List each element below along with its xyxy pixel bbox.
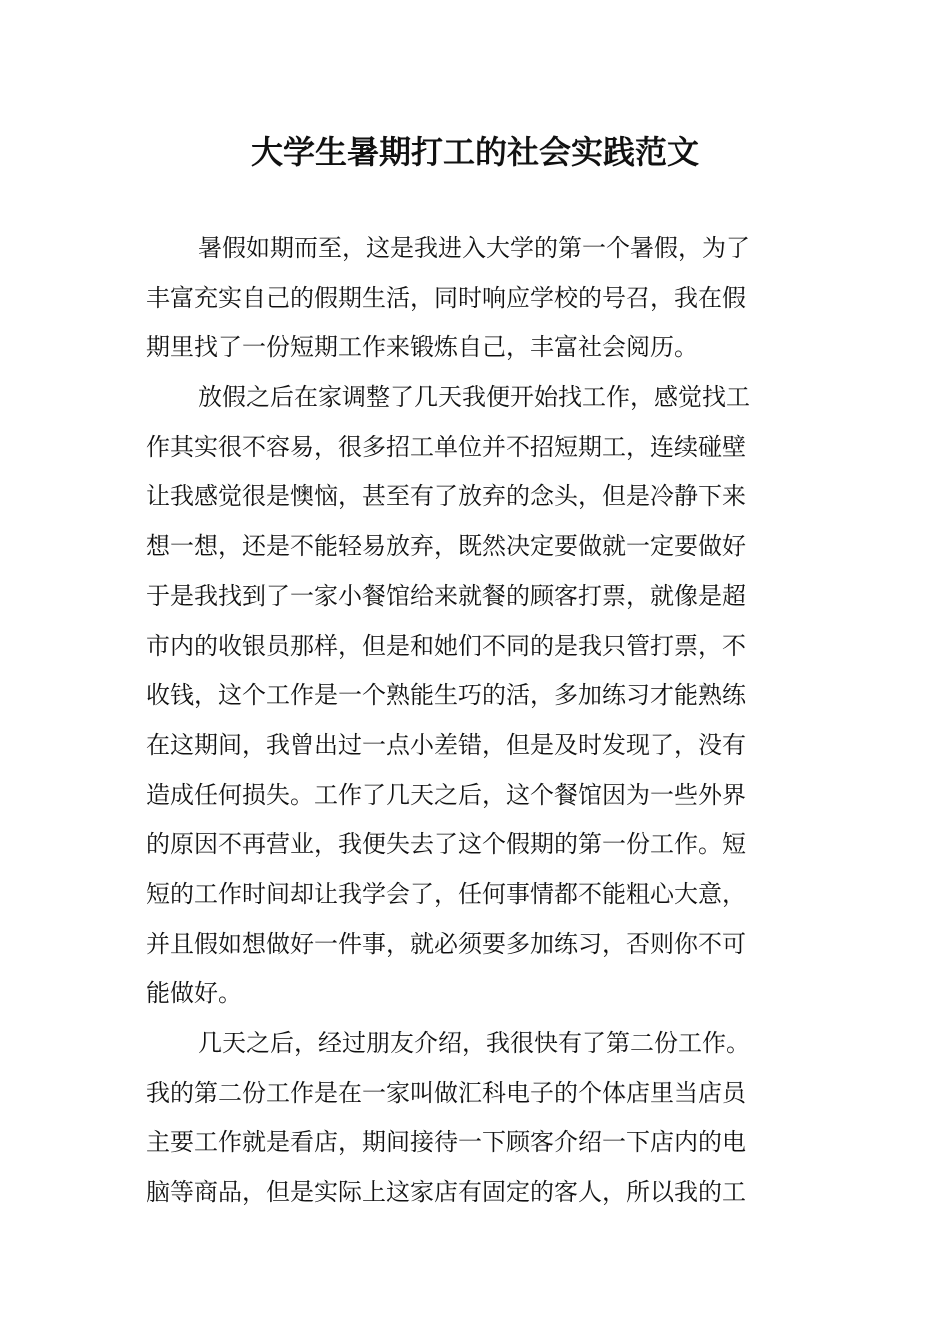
document-title: 大学生暑期打工的社会实践范文 xyxy=(250,133,699,171)
document-body xyxy=(146,224,806,1218)
body-line: 让我感觉很是懊恼，甚至有了放弃的念头，但是冷静下来 xyxy=(146,482,746,511)
body-line: 主要工作就是看店，期间接待一下顾客介绍一下店内的电 xyxy=(146,1128,746,1157)
body-line: 几天之后，经过朋友介绍，我很快有了第二份工作。 xyxy=(198,1029,750,1057)
body-line: 的原因不再营业，我便失去了这个假期的第一份工作。短 xyxy=(146,830,746,859)
body-line: 想一想，还是不能轻易放弃，既然决定要做就一定要做好 xyxy=(146,532,746,561)
body-line: 造成任何损失。工作了几天之后，这个餐馆因为一些外界 xyxy=(146,780,746,809)
body-line: 收钱，这个工作是一个熟能生巧的活，多加练习才能熟练 xyxy=(146,681,746,710)
body-line: 我的第二份工作是在一家叫做汇科电子的个体店里当店员 xyxy=(146,1078,746,1107)
body-line: 于是我找到了一家小餐馆给来就餐的顾客打票，就像是超 xyxy=(146,581,746,610)
body-line: 期里找了一份短期工作来锻炼自己，丰富社会阅历。 xyxy=(146,333,698,362)
body-line: 放假之后在家调整了几天我便开始找工作，感觉找工 xyxy=(198,383,750,412)
body-line: 暑假如期而至，这是我进入大学的第一个暑假，为了 xyxy=(198,234,750,262)
body-line: 并且假如想做好一件事，就必须要多加练习，否则你不可 xyxy=(146,929,746,958)
body-line: 丰富充实自己的假期生活，同时响应学校的号召，我在假 xyxy=(146,283,746,312)
body-line: 在这期间，我曾出过一点小差错，但是及时发现了，没有 xyxy=(146,730,746,759)
body-line: 短的工作时间却让我学会了，任何事情都不能粗心大意， xyxy=(146,879,746,908)
body-line: 脑等商品，但是实际上这家店有固定的客人，所以我的工 xyxy=(146,1178,746,1207)
body-line: 市内的收银员那样，但是和她们不同的是我只管打票，不 xyxy=(146,631,746,660)
body-line: 能做好。 xyxy=(146,979,242,1008)
body-line: 作其实很不容易，很多招工单位并不招短期工，连续碰壁 xyxy=(146,432,746,461)
